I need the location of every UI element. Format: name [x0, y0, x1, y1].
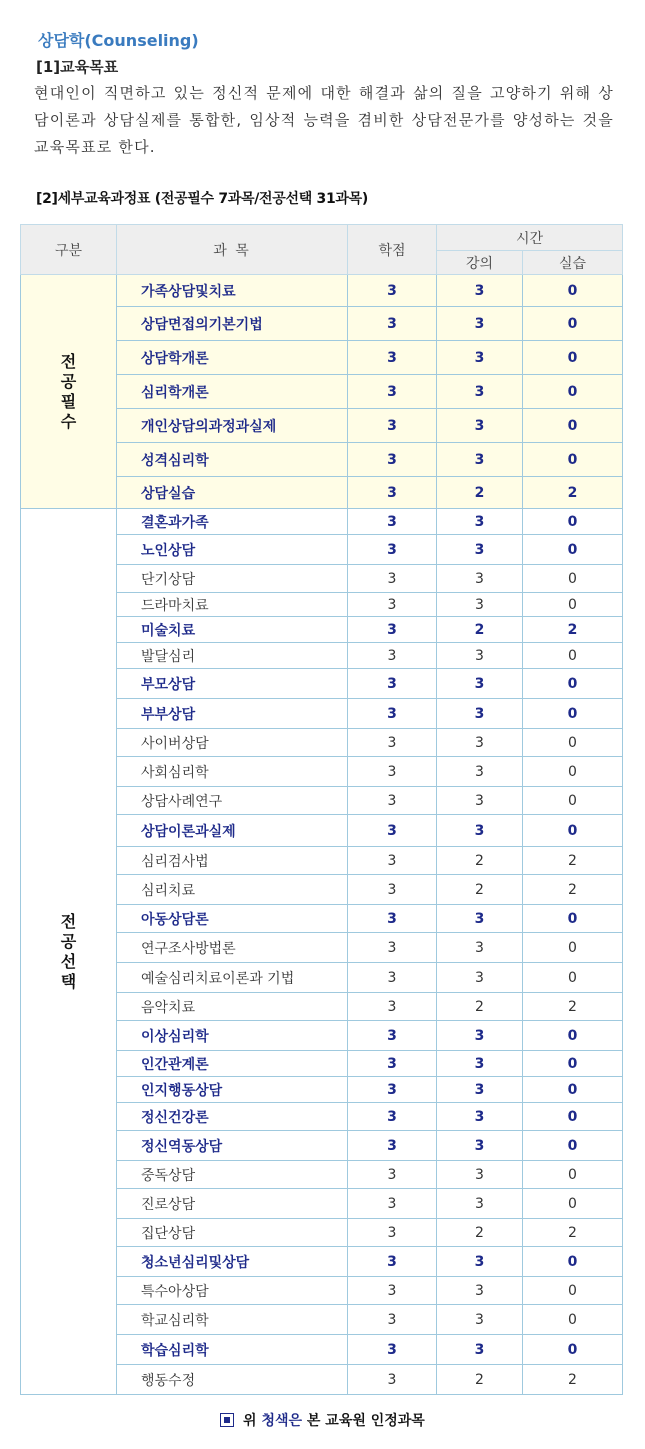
course-practice-hours: 0 [523, 341, 623, 375]
course-practice-hours: 0 [523, 815, 623, 847]
course-credit: 3 [348, 1131, 437, 1161]
course-lecture-hours: 3 [437, 1305, 523, 1335]
course-credit: 3 [348, 1189, 437, 1219]
course-name: 인간관계론 [117, 1051, 348, 1077]
course-practice-hours: 0 [523, 787, 623, 815]
course-credit: 3 [348, 509, 437, 535]
course-credit: 3 [348, 1247, 437, 1277]
course-practice-hours: 0 [523, 509, 623, 535]
course-practice-hours: 0 [523, 669, 623, 699]
header-credit: 학점 [348, 225, 437, 275]
education-goal-heading: [1]교육목표 [36, 58, 119, 76]
course-practice-hours: 0 [523, 699, 623, 729]
course-practice-hours: 0 [523, 1131, 623, 1161]
course-lecture-hours: 3 [437, 509, 523, 535]
course-lecture-hours: 3 [437, 1077, 523, 1103]
legend-prefix: 위 [243, 1413, 257, 1429]
course-name: 상담학개론 [117, 341, 348, 375]
course-name: 정신건강론 [117, 1103, 348, 1131]
course-name: 심리치료 [117, 875, 348, 905]
course-practice-hours: 0 [523, 1305, 623, 1335]
course-practice-hours: 0 [523, 1021, 623, 1051]
course-name: 드라마치료 [117, 593, 348, 617]
course-name: 인지행동상담 [117, 1077, 348, 1103]
course-practice-hours: 0 [523, 1051, 623, 1077]
course-credit: 3 [348, 905, 437, 933]
course-name: 결혼과가족 [117, 509, 348, 535]
course-lecture-hours: 3 [437, 1277, 523, 1305]
course-credit: 3 [348, 535, 437, 565]
course-name: 부부상담 [117, 699, 348, 729]
course-lecture-hours: 2 [437, 847, 523, 875]
course-name: 집단상담 [117, 1219, 348, 1247]
course-lecture-hours: 3 [437, 963, 523, 993]
legend-highlight: 청색은 [261, 1413, 303, 1429]
course-credit: 3 [348, 375, 437, 409]
course-lecture-hours: 2 [437, 993, 523, 1021]
course-credit: 3 [348, 729, 437, 757]
course-practice-hours: 0 [523, 1277, 623, 1305]
course-practice-hours: 0 [523, 1189, 623, 1219]
course-lecture-hours: 3 [437, 1189, 523, 1219]
course-practice-hours: 0 [523, 1077, 623, 1103]
course-credit: 3 [348, 1277, 437, 1305]
course-practice-hours: 0 [523, 275, 623, 307]
course-practice-hours: 0 [523, 307, 623, 341]
course-name: 사이버상담 [117, 729, 348, 757]
course-credit: 3 [348, 1219, 437, 1247]
group-elective-label: 전 공 선 택 [21, 509, 117, 1395]
course-name: 성격심리학 [117, 443, 348, 477]
course-lecture-hours: 3 [437, 1051, 523, 1077]
course-practice-hours: 0 [523, 593, 623, 617]
legend-square-icon [220, 1413, 234, 1427]
course-name: 아동상담론 [117, 905, 348, 933]
course-credit: 3 [348, 1365, 437, 1395]
course-name: 예술심리치료이론과 기법 [117, 963, 348, 993]
header-category: 구분 [21, 225, 117, 275]
course-credit: 3 [348, 617, 437, 643]
header-lecture: 강의 [437, 251, 523, 275]
course-practice-hours: 0 [523, 565, 623, 593]
course-credit: 3 [348, 477, 437, 509]
course-practice-hours: 0 [523, 933, 623, 963]
course-lecture-hours: 3 [437, 933, 523, 963]
header-practice: 실습 [523, 251, 623, 275]
course-name: 가족상담및치료 [117, 275, 348, 307]
course-credit: 3 [348, 875, 437, 905]
course-credit: 3 [348, 963, 437, 993]
course-lecture-hours: 3 [437, 375, 523, 409]
course-lecture-hours: 3 [437, 593, 523, 617]
course-credit: 3 [348, 1161, 437, 1189]
course-name: 상담사례연구 [117, 787, 348, 815]
required-courses [21, 275, 623, 509]
course-lecture-hours: 3 [437, 307, 523, 341]
course-practice-hours: 2 [523, 875, 623, 905]
course-practice-hours: 0 [523, 729, 623, 757]
curriculum-heading: [2]세부교육과정표 (전공필수 7과목/전공선택 31과목) [36, 191, 368, 207]
course-practice-hours: 2 [523, 617, 623, 643]
course-credit: 3 [348, 1335, 437, 1365]
course-name: 음악치료 [117, 993, 348, 1021]
course-lecture-hours: 2 [437, 875, 523, 905]
course-credit: 3 [348, 847, 437, 875]
course-name: 이상심리학 [117, 1021, 348, 1051]
table-row [21, 509, 623, 535]
course-lecture-hours: 3 [437, 669, 523, 699]
table-row [21, 275, 623, 307]
course-name: 미술치료 [117, 617, 348, 643]
course-lecture-hours: 2 [437, 1365, 523, 1395]
course-lecture-hours: 3 [437, 409, 523, 443]
course-practice-hours: 0 [523, 409, 623, 443]
course-credit: 3 [348, 593, 437, 617]
course-practice-hours: 0 [523, 963, 623, 993]
course-name: 학습심리학 [117, 1335, 348, 1365]
course-practice-hours: 0 [523, 905, 623, 933]
course-name: 특수아상담 [117, 1277, 348, 1305]
course-practice-hours: 2 [523, 993, 623, 1021]
course-name: 행동수정 [117, 1365, 348, 1395]
course-name: 부모상담 [117, 669, 348, 699]
curriculum-table [20, 224, 623, 1395]
course-lecture-hours: 2 [437, 477, 523, 509]
course-name: 정신역동상담 [117, 1131, 348, 1161]
course-lecture-hours: 3 [437, 341, 523, 375]
course-practice-hours: 2 [523, 1365, 623, 1395]
course-credit: 3 [348, 1305, 437, 1335]
course-name: 학교심리학 [117, 1305, 348, 1335]
course-lecture-hours: 3 [437, 905, 523, 933]
course-name: 중독상담 [117, 1161, 348, 1189]
course-credit: 3 [348, 787, 437, 815]
course-credit: 3 [348, 933, 437, 963]
course-name: 진로상담 [117, 1189, 348, 1219]
course-lecture-hours: 3 [437, 815, 523, 847]
course-credit: 3 [348, 275, 437, 307]
course-practice-hours: 0 [523, 375, 623, 409]
course-lecture-hours: 3 [437, 275, 523, 307]
course-practice-hours: 0 [523, 535, 623, 565]
course-practice-hours: 2 [523, 847, 623, 875]
education-goal-text: 현대인이 직면하고 있는 정신적 문제에 대한 해결과 삶의 질을 고양하기 위해 상담이론과 상담실제를 통합한, 임상적 능력을 겸비한 상담전문가를 양성하는 것을 교육목표로 한다. [34, 84, 614, 156]
page-title: 상담학(Counseling) [38, 31, 199, 50]
course-lecture-hours: 3 [437, 565, 523, 593]
course-name: 청소년심리및상담 [117, 1247, 348, 1277]
header-hours: 시간 [437, 225, 623, 251]
course-lecture-hours: 3 [437, 1103, 523, 1131]
legend-note [0, 1410, 645, 1430]
course-lecture-hours: 3 [437, 443, 523, 477]
course-credit: 3 [348, 993, 437, 1021]
course-lecture-hours: 2 [437, 617, 523, 643]
course-credit: 3 [348, 643, 437, 669]
course-practice-hours: 2 [523, 477, 623, 509]
course-lecture-hours: 3 [437, 1247, 523, 1277]
group-required-label: 전 공 필 수 [21, 275, 117, 509]
header-subject: 과 목 [117, 225, 348, 275]
course-credit: 3 [348, 1051, 437, 1077]
course-credit: 3 [348, 1021, 437, 1051]
course-credit: 3 [348, 443, 437, 477]
course-credit: 3 [348, 699, 437, 729]
elective-courses [21, 509, 623, 1395]
course-practice-hours: 0 [523, 443, 623, 477]
course-credit: 3 [348, 409, 437, 443]
course-practice-hours: 0 [523, 1161, 623, 1189]
course-practice-hours: 0 [523, 643, 623, 669]
course-lecture-hours: 3 [437, 757, 523, 787]
course-name: 상담이론과실제 [117, 815, 348, 847]
course-lecture-hours: 3 [437, 535, 523, 565]
course-lecture-hours: 3 [437, 1161, 523, 1189]
course-credit: 3 [348, 669, 437, 699]
course-name: 상담실습 [117, 477, 348, 509]
course-name: 발달심리 [117, 643, 348, 669]
course-credit: 3 [348, 1077, 437, 1103]
course-name: 사회심리학 [117, 757, 348, 787]
course-lecture-hours: 3 [437, 643, 523, 669]
course-credit: 3 [348, 565, 437, 593]
course-lecture-hours: 3 [437, 729, 523, 757]
course-name: 노인상담 [117, 535, 348, 565]
course-name: 개인상담의과정과실제 [117, 409, 348, 443]
legend-suffix: 본 교육원 인정과목 [306, 1413, 425, 1429]
course-lecture-hours: 3 [437, 787, 523, 815]
course-credit: 3 [348, 1103, 437, 1131]
course-credit: 3 [348, 307, 437, 341]
course-lecture-hours: 2 [437, 1219, 523, 1247]
course-practice-hours: 0 [523, 757, 623, 787]
course-name: 연구조사방법론 [117, 933, 348, 963]
course-name: 심리학개론 [117, 375, 348, 409]
course-practice-hours: 0 [523, 1103, 623, 1131]
course-lecture-hours: 3 [437, 1021, 523, 1051]
course-name: 상담면접의기본기법 [117, 307, 348, 341]
course-name: 단기상담 [117, 565, 348, 593]
course-practice-hours: 0 [523, 1335, 623, 1365]
course-lecture-hours: 3 [437, 1335, 523, 1365]
course-credit: 3 [348, 757, 437, 787]
course-credit: 3 [348, 815, 437, 847]
course-lecture-hours: 3 [437, 699, 523, 729]
course-practice-hours: 0 [523, 1247, 623, 1277]
course-name: 심리검사법 [117, 847, 348, 875]
course-practice-hours: 2 [523, 1219, 623, 1247]
course-lecture-hours: 3 [437, 1131, 523, 1161]
course-credit: 3 [348, 341, 437, 375]
